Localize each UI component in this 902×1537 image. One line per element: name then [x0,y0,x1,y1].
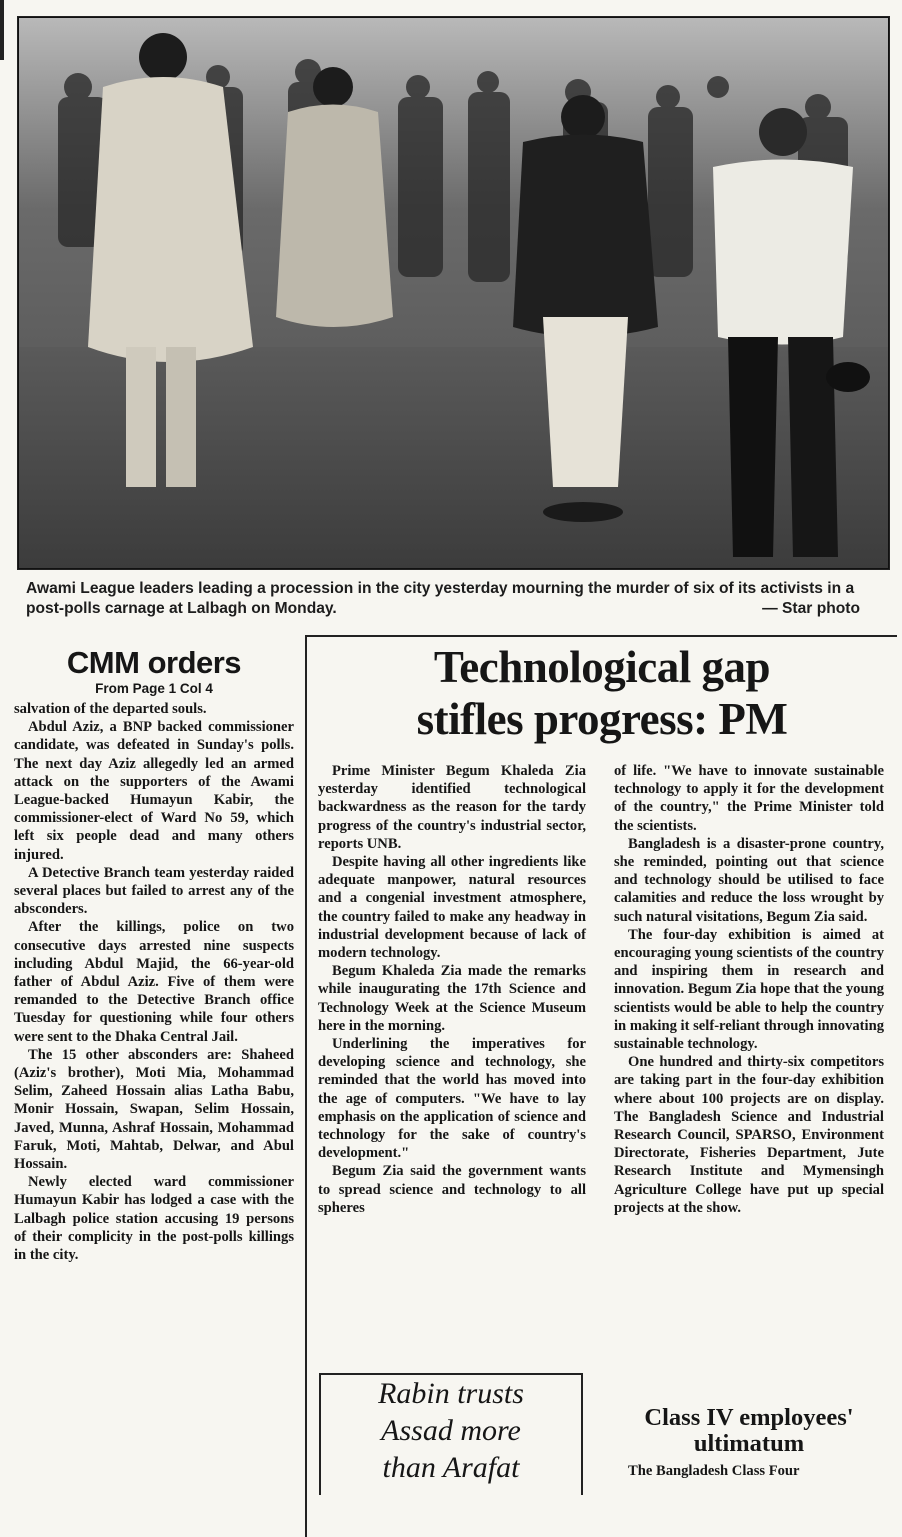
photo-caption [26,579,876,619]
class4-story-headline [612,1405,886,1457]
left-story-body [14,700,294,1264]
headline-line: Technological gap [433,642,771,692]
headline-line: stifles progress: PM [416,694,788,744]
paragraph: Begum Khaleda Zia made the remarks while inaugurating the 17th Science and Technology Week at the Science Museum here in the morning. [318,963,586,1034]
paragraph: Despite having all other ingredients like adequate manpower, natural resources and a congenial investment atmosphere, the country failed to make any headway in industrial development because of lack of modern technology. [318,854,586,962]
paragraph: The 15 other absconders are: Shaheed (Aziz's brother), Moti Mia, Mohammad Selim, Zaheed Hossain alias Latha Babu, Monir Hossain, Swapan, Selim Hossain, Javed, Munna, Ashraf Hossain, Mohammad Faruk, Moti, Mahtab, Delwar, and Abul Hossain. [14,1046,294,1173]
paragraph: Prime Minister Begum Khaleda Zia yesterday identified technological backwardness as the reason for the tardy progress of the country's industrial sector, reports UNB. [318,763,586,852]
rabin-story-headline [319,1373,583,1495]
paragraph: The four-day exhibition is aimed at encouraging young scientists of the country and inspiring them in research and innovation. Begum Zia hope that the young scientists would be able to help the country in making it self-reliant through innovating sustainable technology. [614,926,884,1053]
headline-line: Assad more [381,1414,521,1447]
news-photo [17,16,890,570]
paragraph: The Bangladesh Class Four [628,1463,800,1479]
paragraph: A Detective Branch team yesterday raided several places but failed to arrest any of the absconders. [14,864,294,918]
paragraph: One hundred and thirty-six competitors are taking part in the four-day exhibition where about 100 projects are on display. The Bangladesh Science and Industrial Research Council, SPARSO, Environment Directorate, Fisheries Department, Jute Research Institute and Mymensingh Agriculture College have put up special projects at the show. [614,1054,884,1216]
left-story [14,645,294,1264]
paragraph: Underlining the imperatives for developing science and technology, she reminded that the world has moved into the age of computers. "We have to lay emphasis on the application of science and technology for the sake of country's development." [318,1036,586,1162]
paragraph: Abdul Aziz, a BNP backed commissioner candidate, was defeated in Sunday's polls. The next day Aziz allegedly led an armed attack on the supporters of the Awami League-backed Humayun Kabir, the commissioner-elect of Ward No 59, which left six people dead and many others injured. [14,719,294,863]
photo-credit: — Star photo [762,600,860,617]
paragraph: of life. "We have to innovate sustainable technology to apply it for the development of the country," the Prime Minister told the scientists. [614,763,884,834]
procession-photo-illustration [18,17,889,569]
paragraph: After the killings, police on two consecutive days arrested nine suspects including Abdul Majid, the 66-year-old father of Abdul Aziz. Five of them were remanded to the Detective Branch office Tuesday for questioning while four others were sent to the Dhaka Central Jail. [14,919,294,1045]
main-story-headline [312,641,892,745]
paragraph: Bangladesh is a disaster-prone country, she reminded, pointing out that science and technology should be utilised to face calamities and reduce the loss wrought by such natural visitations, Begum Zia said. [614,835,884,925]
caption-text: Awami League leaders leading a procession in the city yesterday mourning the murder of six of its activists in a post-polls carnage at Lalbagh on Monday. [26,580,855,617]
headline-line: than Arafat [382,1451,520,1484]
paragraph: salvation of the departed souls. [14,701,207,717]
page-edge-rule [0,0,4,60]
headline-line: Rabin trusts [378,1377,524,1410]
paragraph: Begum Zia said the government wants to spread science and technology to all spheres [318,1163,586,1216]
main-story-column-2 [614,762,884,1217]
jump-line: From Page 1 Col 4 [95,681,213,696]
left-story-headline: CMM orders [66,645,242,680]
headline-line: ultimatum [693,1430,805,1457]
paragraph: Newly elected ward commissioner Humayun Kabir has lodged a case with the Lalbagh police station accusing 19 persons of their complicity in the post-polls killings in the city. [14,1174,294,1264]
headline-line: Class IV employees' [644,1404,854,1431]
class4-story-body [614,1462,884,1480]
main-story-column-1 [318,762,586,1217]
